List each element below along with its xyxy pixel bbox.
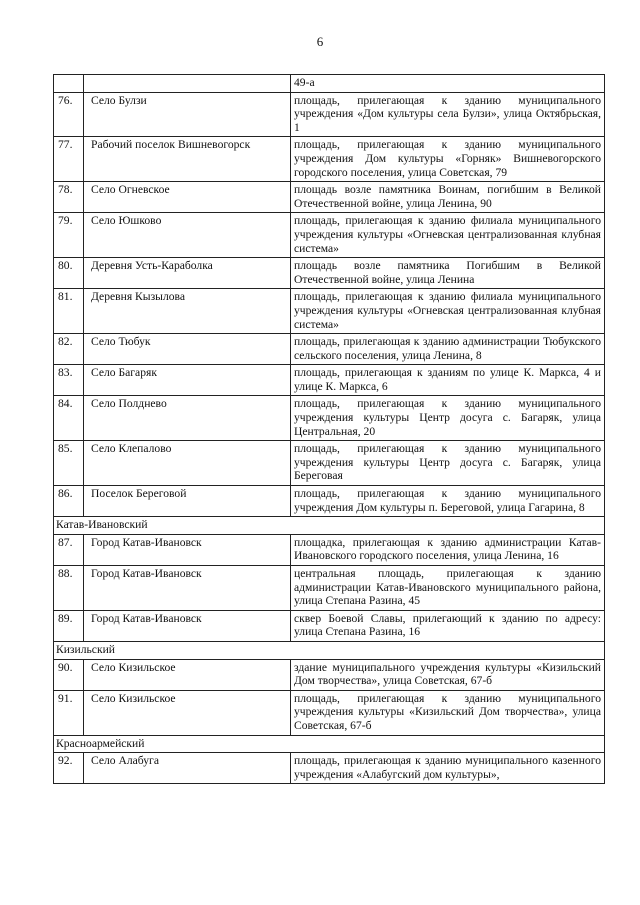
locations-table	[53, 74, 605, 784]
location-description: площадь, прилегающая к зданию муниципального казенного учреждения «Алабугский дом культуры»,	[291, 753, 605, 784]
settlement-name: Село Юшково	[84, 213, 291, 258]
location-description: площадь, прилегающая к зданию филиала муниципального учреждения культуры «Огневская централизованная клубная система»	[291, 289, 605, 334]
row-number: 86.	[54, 486, 84, 517]
row-number: 92.	[54, 753, 84, 784]
settlement-name: Село Кизильское	[84, 659, 291, 690]
table-row	[54, 365, 605, 396]
page-number: 6	[316, 34, 324, 49]
row-number: 85.	[54, 441, 84, 486]
row-number: 79.	[54, 213, 84, 258]
table-row	[54, 396, 605, 441]
settlement-name: Поселок Береговой	[84, 486, 291, 517]
settlement-name: Село Багаряк	[84, 365, 291, 396]
section-row	[54, 641, 605, 659]
row-number: 76.	[54, 92, 84, 137]
location-description: площадка, прилегающая к зданию администрации Катав-Ивановского городского поселения, улица Ленина, 16	[291, 534, 605, 565]
section-row	[54, 735, 605, 753]
location-description: площадь возле памятника Воинам, погибшим в Великой Отечественной войне, улица Ленина, 90	[291, 182, 605, 213]
district-heading: Красноармейский	[54, 735, 605, 753]
settlement-name: Село Клепалово	[84, 441, 291, 486]
settlement-name: Рабочий поселок Вишневогорск	[84, 137, 291, 182]
settlement-name: Город Катав-Ивановск	[84, 610, 291, 641]
settlement-name: Село Булзи	[84, 92, 291, 137]
location-description: площадь, прилегающая к зданию филиала муниципального учреждения культуры «Огневская централизованная клубная система»	[291, 213, 605, 258]
row-number: 91.	[54, 690, 84, 735]
settlement-name	[84, 75, 291, 93]
location-description: 49-а	[291, 75, 605, 93]
table-row	[54, 690, 605, 735]
table-row	[54, 753, 605, 784]
table-body	[54, 75, 605, 784]
location-description: площадь, прилегающая к зданию муниципального учреждения Дом культуры п. Береговой, улица Гагарина, 8	[291, 486, 605, 517]
table-row	[54, 137, 605, 182]
row-number: 80.	[54, 258, 84, 289]
table-row	[54, 659, 605, 690]
table-row-continuation	[54, 75, 605, 93]
row-number: 77.	[54, 137, 84, 182]
table-row	[54, 334, 605, 365]
table-row	[54, 182, 605, 213]
row-number	[54, 75, 84, 93]
district-heading: Кизильский	[54, 641, 605, 659]
row-number: 83.	[54, 365, 84, 396]
location-description: площадь, прилегающая к зданию муниципального учреждения культуры Центр досуга с. Багаряк, улица Береговая	[291, 441, 605, 486]
location-description: площадь, прилегающая к зданию муниципального учреждения Дом культуры «Горняк» Вишневогорского городского поселения, улица Советская, 79	[291, 137, 605, 182]
row-number: 84.	[54, 396, 84, 441]
row-number: 90.	[54, 659, 84, 690]
location-description: площадь, прилегающая к зданиям по улице К. Маркса, 4 и улице К. Маркса, 6	[291, 365, 605, 396]
settlement-name: Село Тюбук	[84, 334, 291, 365]
row-number: 87.	[54, 534, 84, 565]
row-number: 88.	[54, 566, 84, 611]
settlement-name: Село Алабуга	[84, 753, 291, 784]
table-row	[54, 610, 605, 641]
location-description: площадь, прилегающая к зданию муниципального учреждения «Дом культуры села Булзи», улица Октябрьская, 1	[291, 92, 605, 137]
settlement-name: Деревня Усть-Караболка	[84, 258, 291, 289]
table-row	[54, 486, 605, 517]
table-row	[54, 289, 605, 334]
settlement-name: Город Катав-Ивановск	[84, 534, 291, 565]
settlement-name: Село Огневское	[84, 182, 291, 213]
settlement-name: Село Полднево	[84, 396, 291, 441]
row-number: 89.	[54, 610, 84, 641]
table-row	[54, 566, 605, 611]
settlement-name: Деревня Кызылова	[84, 289, 291, 334]
table-row	[54, 213, 605, 258]
row-number: 78.	[54, 182, 84, 213]
location-description: центральная площадь, прилегающая к зданию администрации Катав-Ивановского муниципального района, улица Степана Разина, 45	[291, 566, 605, 611]
table-row	[54, 534, 605, 565]
location-description: площадь, прилегающая к зданию муниципального учреждения культуры «Кизильский Дом творчества», улица Советская, 67-б	[291, 690, 605, 735]
row-number: 81.	[54, 289, 84, 334]
row-number: 82.	[54, 334, 84, 365]
table-row	[54, 92, 605, 137]
table-row	[54, 441, 605, 486]
settlement-name: Город Катав-Ивановск	[84, 566, 291, 611]
settlement-name: Село Кизильское	[84, 690, 291, 735]
location-description: площадь возле памятника Погибшим в Великой Отечественной войне, улица Ленина	[291, 258, 605, 289]
table-row	[54, 258, 605, 289]
location-description: площадь, прилегающая к зданию администрации Тюбукского сельского поселения, улица Ленина, 8	[291, 334, 605, 365]
location-description: площадь, прилегающая к зданию муниципального учреждения культуры Центр досуга с. Багаряк, улица Центральная, 20	[291, 396, 605, 441]
section-row	[54, 517, 605, 535]
location-description: здание муниципального учреждения культуры «Кизильский Дом творчества», улица Советская, 67-б	[291, 659, 605, 690]
district-heading: Катав-Ивановский	[54, 517, 605, 535]
location-description: сквер Боевой Славы, прилегающий к зданию по адресу: улица Степана Разина, 16	[291, 610, 605, 641]
